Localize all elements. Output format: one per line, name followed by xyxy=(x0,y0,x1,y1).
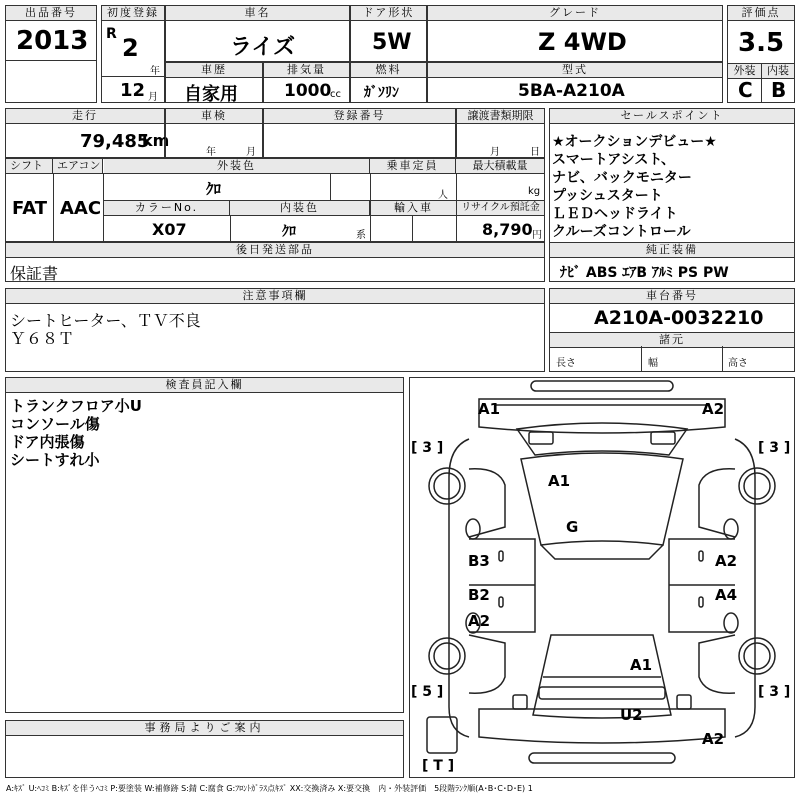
capacity-unit: 人 xyxy=(438,190,448,201)
damage-mark: A1 xyxy=(630,656,653,674)
displacement-label: 排気量 xyxy=(264,63,349,78)
ext-color: ｸﾛ xyxy=(206,180,222,198)
damage-mark: A1 xyxy=(478,400,501,418)
color-no-label: カラーNo. xyxy=(104,201,230,216)
damage-mark: A2 xyxy=(715,552,738,570)
displacement: 1000 xyxy=(284,81,332,101)
car-name-label: 車名 xyxy=(166,6,349,21)
damage-mark: A1 xyxy=(548,472,571,490)
tire-rating: [ 3 ] xyxy=(411,440,444,456)
reg-year: 2 xyxy=(122,34,139,62)
capacity-label: 乗車定員 xyxy=(370,159,456,174)
sales-label: セールスポイント xyxy=(550,109,794,124)
height-label: 高さ xyxy=(728,358,748,369)
chassis-number: A210A-0032210 xyxy=(594,307,764,329)
inspector-line: コンソール傷 xyxy=(10,415,100,433)
interior-label: 内装 xyxy=(761,63,794,79)
transfer-label: 譲渡書類期限 xyxy=(457,109,544,124)
damage-mark: G xyxy=(566,518,579,536)
sales-line: プッシュスタート xyxy=(552,188,663,204)
recycle-label: リサイクル預託金 xyxy=(457,201,544,216)
spec-label: 諸元 xyxy=(550,332,794,348)
damage-mark: U2 xyxy=(620,706,643,724)
grade: Z 4WD xyxy=(538,28,627,56)
tire-rating: [ T ] xyxy=(422,758,455,774)
sales-line: ナビ、バックモニター xyxy=(552,170,692,186)
car-name: ライズ xyxy=(230,35,296,60)
equip-label: 純正装備 xyxy=(550,242,794,258)
model-label: 型式 xyxy=(428,63,722,78)
inspection-label: 車検 xyxy=(166,109,262,124)
chassis-label: 車台番号 xyxy=(550,289,794,304)
equipment: ﾅﾋﾞ ABS ｴｱB ｱﾙﾐ PS PW xyxy=(560,265,729,281)
damage-mark: A2 xyxy=(702,730,725,748)
history-label: 車歴 xyxy=(166,63,262,78)
office-label: 事務局よりご案内 xyxy=(6,721,403,736)
legend: A:ｷｽﾞ U:ﾍｺﾐ B:ｷｽﾞを伴うﾍｺﾐ P:要塗装 W:補修跡 S:錆 C:腐食 G:ﾌﾛﾝﾄｶﾞﾗｽ点ｷｽﾞ XX:交換済み X:要交換 内・外装評価 5段階ﾗﾝｸ順(A･B･C･D･E) 1 xyxy=(6,784,533,793)
damage-mark: B2 xyxy=(468,586,490,604)
later-parts: 保証書 xyxy=(10,264,59,283)
recycle-unit: 円 xyxy=(532,230,542,241)
max-load-label: 最大積載量 xyxy=(456,159,544,174)
damage-mark: A2 xyxy=(702,400,725,418)
tire-rating: [ 5 ] xyxy=(411,684,444,700)
ac-label: エアコン xyxy=(53,159,103,174)
color-no: X07 xyxy=(152,220,187,239)
score: 3.5 xyxy=(738,28,785,58)
width-label: 幅 xyxy=(648,358,658,369)
int-color-unit: 系 xyxy=(356,230,366,241)
damage-mark: B3 xyxy=(468,552,490,570)
mileage-unit: km xyxy=(142,131,170,150)
sales-line: クルーズコントロール xyxy=(552,224,691,240)
inspector-label: 検査員記入欄 xyxy=(6,378,403,393)
era-mark: R xyxy=(106,26,117,42)
notes-line: Ｙ６８Ｔ xyxy=(10,329,75,348)
int-color: ｸﾛ xyxy=(282,224,296,240)
mileage: 79,485 xyxy=(80,131,150,152)
damage-mark: A2 xyxy=(468,612,491,630)
sales-line: スマートアシスト、 xyxy=(552,152,676,168)
shift-label: シフト xyxy=(6,159,53,174)
inspector-line: シートすれ小 xyxy=(10,451,100,469)
reg-no-label: 登録番号 xyxy=(264,109,455,124)
inspection-month-unit: 月 xyxy=(246,147,256,158)
inspector-line: ドア内張傷 xyxy=(10,433,85,451)
fuel-label: 燃料 xyxy=(351,63,426,78)
history: 自家用 xyxy=(184,84,238,105)
notes-line: シートヒーター、ＴＶ不良 xyxy=(10,311,201,330)
int-color-label: 内装色 xyxy=(230,201,370,216)
sales-line: ★オークションデビュー★ xyxy=(552,134,717,150)
car-outline xyxy=(409,377,795,778)
door-type: 5W xyxy=(372,30,412,55)
inspector-line: トランクフロア小U xyxy=(10,397,142,415)
tire-rating: [ 3 ] xyxy=(758,440,791,456)
shift: FAT xyxy=(12,198,48,219)
interior-grade: B xyxy=(771,78,787,102)
transfer-day: 日 xyxy=(530,147,540,158)
recycle-fee: 8,790 xyxy=(482,220,533,239)
inspection-year-unit: 年 xyxy=(206,147,216,158)
grade-label: グレード xyxy=(428,6,722,21)
year-unit: 年 xyxy=(150,66,160,77)
displacement-unit: cc xyxy=(330,89,341,100)
month-unit: 月 xyxy=(148,92,158,103)
lot-label: 出品番号 xyxy=(6,6,96,21)
length-label: 長さ xyxy=(556,358,576,369)
notes-label: 注意事項欄 xyxy=(6,289,544,304)
transfer-month: 月 xyxy=(490,147,500,158)
max-load-unit: kg xyxy=(528,186,541,197)
import-label: 輸入車 xyxy=(371,201,456,216)
door-label: ドア形状 xyxy=(351,6,426,21)
first-reg-label: 初度登録 xyxy=(102,6,164,21)
sales-line: ＬＥＤヘッドライト xyxy=(552,206,678,222)
tire-rating: [ 3 ] xyxy=(758,684,791,700)
fuel: ｶﾞｿﾘﾝ xyxy=(364,85,399,101)
ac: AAC xyxy=(60,198,102,219)
mileage-label: 走行 xyxy=(6,109,164,124)
model: 5BA-A210A xyxy=(518,81,625,101)
damage-mark: A4 xyxy=(715,586,738,604)
exterior-label: 外装 xyxy=(728,63,761,79)
later-parts-label: 後日発送部品 xyxy=(6,243,544,258)
ext-color-label: 外装色 xyxy=(104,159,370,174)
lot-number: 2013 xyxy=(16,26,89,56)
exterior-grade: C xyxy=(738,78,753,102)
score-label: 評価点 xyxy=(728,6,794,21)
reg-month: 12 xyxy=(120,80,146,101)
